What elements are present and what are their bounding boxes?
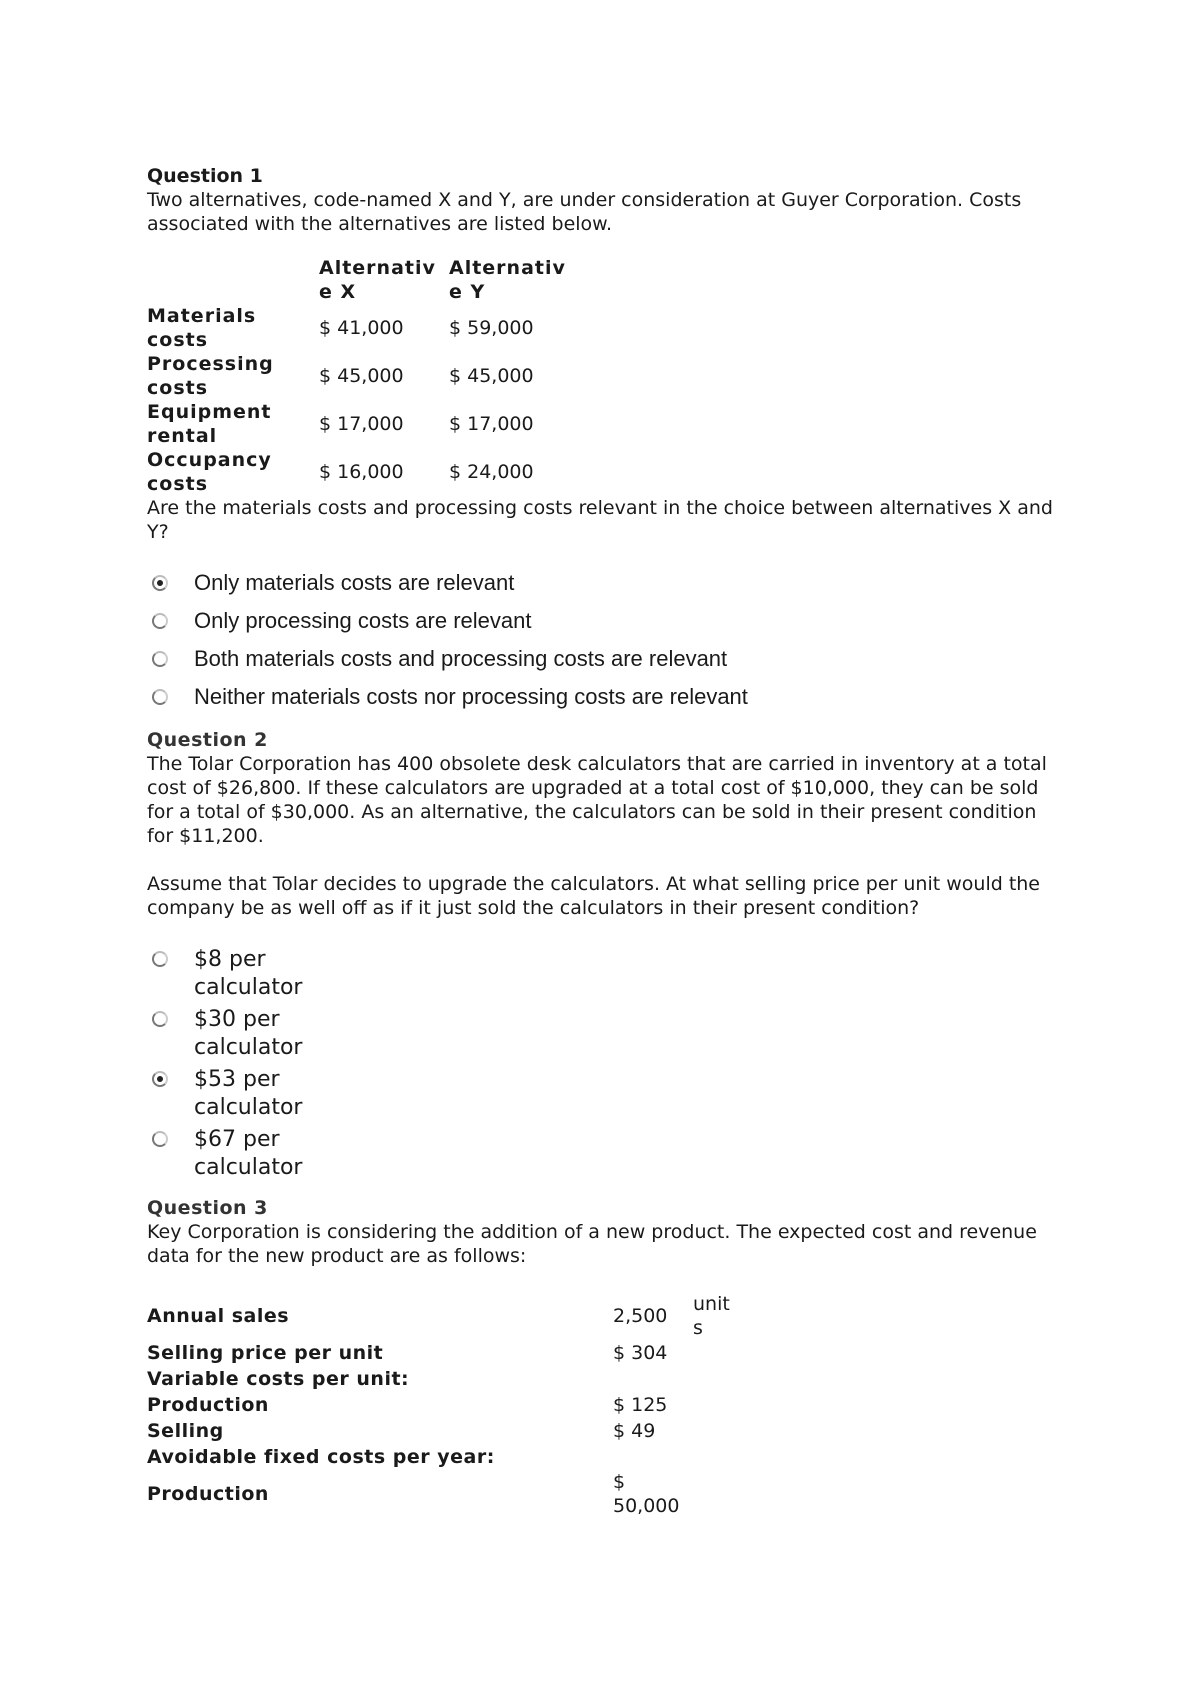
question-2 (147, 728, 1067, 1182)
row-unit (693, 1470, 733, 1518)
table-header-row (147, 256, 579, 304)
answer-option-label: $30 per calculator (194, 1007, 303, 1060)
question-3 (147, 1196, 1067, 1518)
row-unit (693, 1340, 733, 1366)
answer-option-label: Only materials costs are relevant (194, 570, 515, 595)
table-corner (147, 256, 319, 304)
table-row (147, 400, 579, 448)
row-label: Equipment rental (147, 401, 272, 447)
table-row (147, 1444, 733, 1470)
value-x: $ 41,000 (319, 317, 404, 339)
row-unit (693, 1418, 733, 1444)
value-y: $ 17,000 (449, 413, 534, 435)
answer-option[interactable] (147, 946, 1067, 1002)
question-3-intro: Key Corporation is considering the addition of a new product. The expected cost and revenue data for the new product are as follows: (147, 1221, 1037, 1267)
row-value (613, 1366, 693, 1392)
value-y: $ 24,000 (449, 461, 534, 483)
header-alternative-x: Alternativ e X (319, 257, 436, 303)
question-2-intro: The Tolar Corporation has 400 obsolete desk calculators that are carried in inventory at a total cost of $26,800. If these calculators are upgraded at a total cost of $10,000, they can be sold for a total of $30,000. As an alternative, the calculators can be sold in their present condition for $11,200. (147, 753, 1047, 847)
document-page (147, 164, 1067, 1518)
answer-option[interactable] (147, 608, 1067, 634)
table-row (147, 1470, 733, 1518)
value-x: $ 45,000 (319, 365, 404, 387)
row-value (613, 1444, 693, 1470)
row-value: $ 125 (613, 1394, 668, 1416)
row-label: Production (147, 1483, 269, 1505)
answer-option[interactable] (147, 570, 1067, 596)
row-label: Production (147, 1394, 269, 1416)
product-data-table (147, 1292, 733, 1518)
row-value: $ 304 (613, 1342, 668, 1364)
question-1-title: Question 1 (147, 165, 263, 187)
question-1-prompt: Are the materials costs and processing costs relevant in the choice between alternatives X and Y? (147, 497, 1053, 543)
table-row (147, 1418, 733, 1444)
answer-option[interactable] (147, 1126, 1067, 1182)
radio-button-icon[interactable] (152, 613, 168, 629)
question-2-options (147, 946, 1067, 1182)
header-alternative-y: Alternativ e Y (449, 257, 566, 303)
row-value: $ 49 (613, 1420, 656, 1442)
row-label: Variable costs per unit: (147, 1368, 410, 1390)
table-row (147, 1392, 733, 1418)
row-unit (693, 1366, 733, 1392)
radio-button-icon[interactable] (152, 651, 168, 667)
value-x: $ 16,000 (319, 461, 404, 483)
row-unit (693, 1444, 733, 1470)
answer-option-label: Both materials costs and processing costs are relevant (194, 646, 728, 671)
alternatives-cost-table (147, 256, 579, 496)
value-x: $ 17,000 (319, 413, 404, 435)
answer-option[interactable] (147, 1066, 1067, 1122)
radio-button-icon[interactable] (152, 1071, 168, 1087)
radio-button-icon[interactable] (152, 1131, 168, 1147)
table-row (147, 352, 579, 400)
answer-option[interactable] (147, 1006, 1067, 1062)
row-label: Occupancy costs (147, 449, 272, 495)
question-1-intro: Two alternatives, code-named X and Y, are under consideration at Guyer Corporation. Costs associated with the alternatives are listed below. (147, 189, 1022, 235)
row-label: Materials costs (147, 305, 257, 351)
table-row (147, 1340, 733, 1366)
question-1-options (147, 570, 1067, 710)
answer-option-label: $53 per calculator (194, 1067, 303, 1120)
radio-button-icon[interactable] (152, 689, 168, 705)
row-label: Processing costs (147, 353, 274, 399)
answer-option-label: Only processing costs are relevant (194, 608, 532, 633)
row-unit (693, 1392, 733, 1418)
value-y: $ 59,000 (449, 317, 534, 339)
question-2-prompt: Assume that Tolar decides to upgrade the calculators. At what selling price per unit would the company be as well off as if it just sold the calculators in their present condition? (147, 873, 1040, 919)
table-row (147, 1292, 733, 1340)
answer-option[interactable] (147, 684, 1067, 710)
row-value: $ 50,000 (613, 1471, 680, 1517)
answer-option[interactable] (147, 646, 1067, 672)
row-label: Annual sales (147, 1305, 290, 1327)
value-y: $ 45,000 (449, 365, 534, 387)
answer-option-label: $8 per calculator (194, 947, 303, 1000)
question-3-title: Question 3 (147, 1197, 268, 1219)
radio-button-icon[interactable] (152, 951, 168, 967)
radio-button-icon[interactable] (152, 1011, 168, 1027)
answer-option-label: Neither materials costs nor processing costs are relevant (194, 684, 748, 709)
question-2-title: Question 2 (147, 729, 268, 751)
row-label: Selling price per unit (147, 1342, 384, 1364)
row-label: Avoidable fixed costs per year: (147, 1446, 495, 1468)
question-1 (147, 164, 1067, 710)
row-unit: unit s (693, 1293, 730, 1339)
row-value: 2,500 (613, 1305, 668, 1327)
answer-option-label: $67 per calculator (194, 1127, 303, 1180)
radio-button-icon[interactable] (152, 575, 168, 591)
table-row (147, 448, 579, 496)
table-row (147, 1366, 733, 1392)
row-label: Selling (147, 1420, 224, 1442)
table-row (147, 304, 579, 352)
